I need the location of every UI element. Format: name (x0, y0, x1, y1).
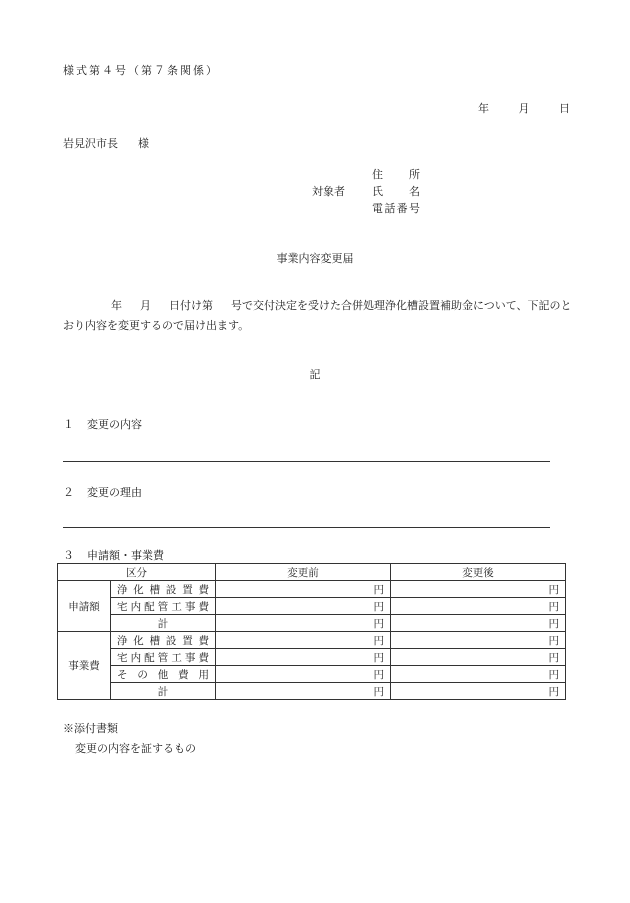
item-number: ３ (63, 549, 74, 562)
name-field-label: 氏名 (372, 185, 420, 198)
header-category: 区分 (58, 564, 216, 581)
body-paragraph (63, 296, 573, 336)
amount-before-cell: 円 (216, 683, 391, 700)
body-text: 号で交付決定を受けた合併処理浄化槽設置補助金について、下記のとおり内容を変更するので届け出ます。 (63, 299, 572, 332)
body-date-suffix: 日付け第 (169, 299, 213, 312)
form-number: 様式第４号（第７条関係） (63, 64, 219, 77)
header-after: 変更後 (391, 564, 566, 581)
addressee (63, 135, 149, 151)
attachment-item: 変更の内容を証するもの (75, 742, 196, 755)
amount-before-cell: 円 (216, 615, 391, 632)
item-change-reason (63, 484, 142, 500)
amount-after-cell: 円 (391, 615, 566, 632)
row-label: 浄化槽設置費 (111, 581, 216, 598)
category-project-cost: 事業費 (58, 632, 111, 700)
document-title: 事業内容変更届 (276, 252, 354, 265)
change-content-line (63, 461, 550, 462)
address-field-label: 住所 (372, 168, 420, 181)
applicant-fields (372, 166, 420, 217)
row-label: 計 (111, 683, 216, 700)
body-month: 月 (140, 299, 151, 312)
item-amounts (63, 547, 164, 563)
amount-after-cell: 円 (391, 666, 566, 683)
item-change-content (63, 416, 142, 432)
item-number: １ (63, 418, 74, 431)
amount-after-cell: 円 (391, 598, 566, 615)
table-row (58, 666, 566, 683)
amount-after-cell: 円 (391, 649, 566, 666)
date-month-label: 月 (518, 102, 530, 115)
addressee-name: 岩見沢市長 (63, 137, 118, 150)
item-label: 申請額・事業費 (87, 549, 164, 562)
row-label: 宅内配管工事費 (111, 598, 216, 615)
item-number: ２ (63, 486, 74, 499)
attachments-heading: ※添付書類 (63, 722, 118, 735)
applicant-role: 対象者 (312, 185, 345, 198)
table-row (58, 598, 566, 615)
amount-after-cell: 円 (391, 632, 566, 649)
submission-date (478, 100, 570, 116)
table-row (58, 615, 566, 632)
table-row (58, 632, 566, 649)
amount-before-cell: 円 (216, 649, 391, 666)
row-label: その他費用 (111, 666, 216, 683)
amount-before-cell: 円 (216, 632, 391, 649)
row-label: 浄化槽設置費 (111, 632, 216, 649)
amount-before-cell: 円 (216, 581, 391, 598)
body-year: 年 (111, 299, 122, 312)
date-year-label: 年 (478, 102, 489, 115)
change-reason-line (63, 527, 550, 528)
phone-field-label: 電話番号 (372, 202, 420, 215)
row-label: 計 (111, 615, 216, 632)
table-row (58, 581, 566, 598)
addressee-suffix: 様 (138, 137, 149, 150)
date-day-label: 日 (559, 102, 570, 115)
amount-after-cell: 円 (391, 581, 566, 598)
item-label: 変更の理由 (87, 486, 142, 499)
row-label: 宅内配管工事費 (111, 649, 216, 666)
header-before: 変更前 (216, 564, 391, 581)
amount-before-cell: 円 (216, 598, 391, 615)
table-row (58, 683, 566, 700)
amount-after-cell: 円 (391, 683, 566, 700)
table-row (58, 649, 566, 666)
table-header-row (58, 564, 566, 581)
item-label: 変更の内容 (87, 418, 142, 431)
category-application-amount: 申請額 (58, 581, 111, 632)
record-label: 記 (309, 368, 321, 381)
amounts-table (57, 563, 566, 700)
amount-before-cell: 円 (216, 666, 391, 683)
